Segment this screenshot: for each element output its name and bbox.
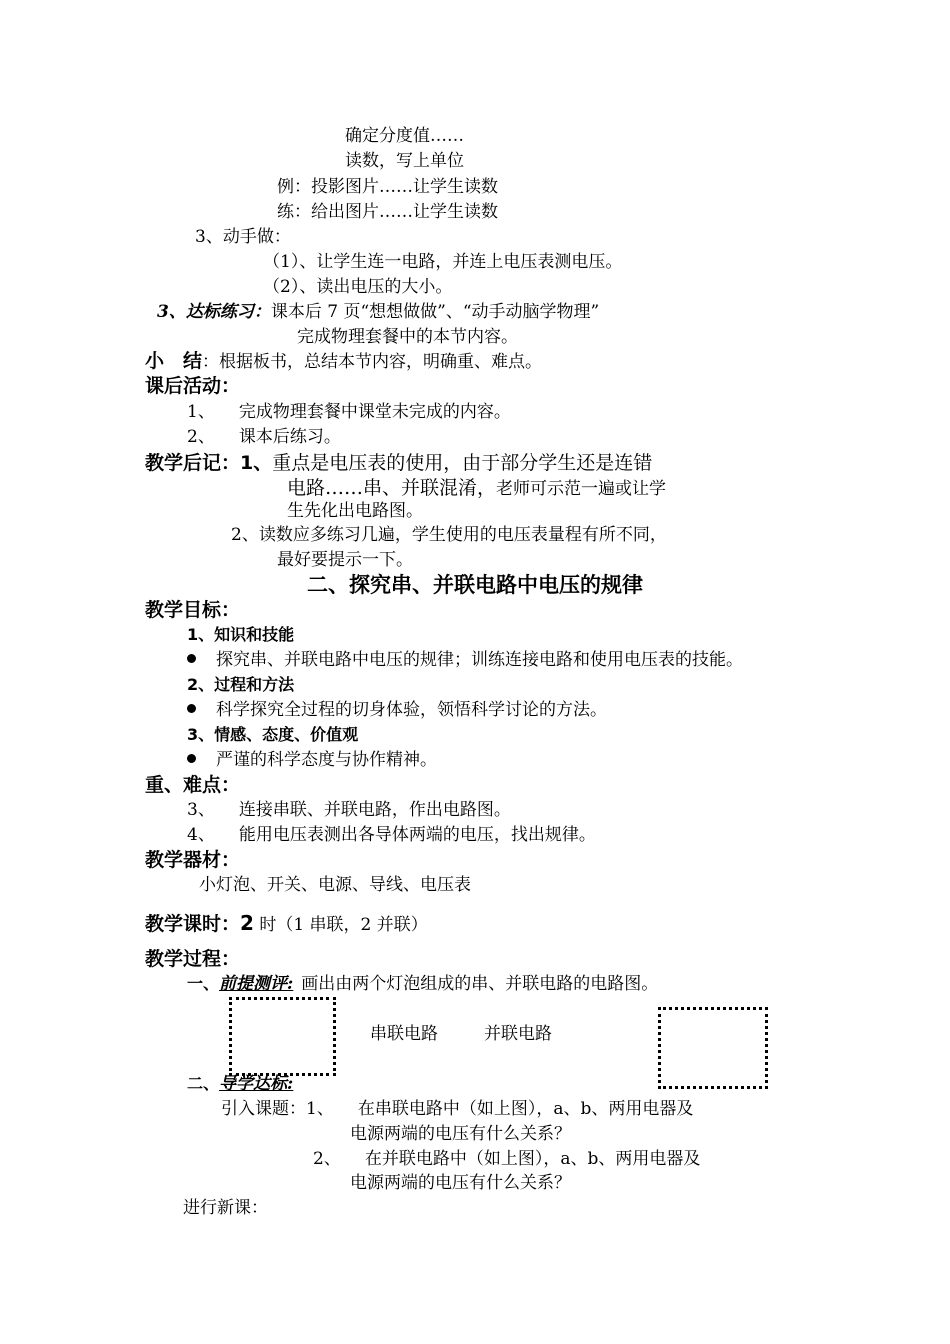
intro-label: 引入课题： — [221, 1099, 306, 1119]
list-number: 4、 — [187, 825, 215, 845]
equipment-text: 小灯泡、开关、电源、导线、电压表 — [199, 875, 471, 895]
list-item — [187, 799, 511, 821]
list-item — [187, 401, 511, 423]
question-text: 在并联电路中（如上图），a、b、两用电器及 — [364, 1149, 701, 1169]
objectives-heading: 教学目标： — [145, 599, 241, 621]
series-circuit-label: 串联电路 — [370, 1024, 438, 1044]
hours-number: 2 — [240, 911, 254, 935]
postscript-text: 重点是电压表的使用，由于部分学生还是连错 — [272, 452, 653, 474]
list-number: 2、 — [187, 427, 215, 447]
hours-line — [145, 910, 428, 938]
text-line: 确定分度值…… — [345, 126, 464, 146]
list-number: 1、 — [187, 402, 215, 422]
circuit-labels — [370, 1023, 552, 1045]
list-item — [187, 426, 341, 448]
list-text: 课本后练习。 — [238, 427, 341, 447]
objective-bullet — [187, 649, 743, 671]
bullet-icon — [187, 754, 196, 763]
step-label: 前提测评: — [219, 974, 294, 994]
question-line: 电源两端的电压有什么关系？ — [350, 1173, 571, 1193]
process-step — [187, 1073, 293, 1095]
objective-subheading: 1、知识和技能 — [187, 625, 295, 644]
hours-text: 时（1 串联，2 并联） — [253, 915, 428, 935]
list-number: 3、 — [187, 800, 215, 820]
summary-label: 小 结 — [145, 350, 203, 372]
bullet-text: 科学探究全过程的切身体验，领悟科学讨论的方法。 — [216, 700, 607, 720]
bullet-text: 探究串、并联电路中电压的规律；训练连接电路和使用电压表的技能。 — [216, 650, 743, 670]
question-number: 2、 — [313, 1149, 341, 1169]
summary-line — [145, 350, 542, 373]
question-line — [313, 1148, 700, 1170]
postscript-heading: 教学后记：1、 — [145, 452, 273, 474]
parallel-circuit-drawing-box — [658, 1007, 768, 1089]
key-points-heading: 重、难点： — [145, 774, 241, 796]
list-text: 连接串联、并联电路，作出电路图。 — [238, 800, 511, 820]
postscript-text: 电路……串、并联混淆， — [287, 477, 497, 499]
text-line — [157, 301, 599, 323]
objective-subheading: 2、过程和方法 — [187, 675, 295, 694]
text-line: 例：投影图片……让学生读数 — [277, 177, 498, 197]
section-title: 二、探究串、并联电路中电压的规律 — [307, 573, 643, 597]
objective-subheading: 3、情感、态度、价值观 — [187, 725, 359, 744]
list-text: 完成物理套餐中课堂未完成的内容。 — [238, 402, 511, 422]
postscript-text: 老师可示范一遍或让学 — [496, 479, 667, 499]
step-label: 导学达标: — [219, 1074, 294, 1094]
step-number: 二、 — [187, 1074, 220, 1093]
objective-bullet — [187, 749, 437, 771]
question-line — [221, 1098, 693, 1120]
bullet-icon — [187, 704, 196, 713]
hours-heading: 教学课时： — [145, 913, 241, 935]
question-line: 电源两端的电压有什么关系？ — [350, 1124, 571, 1144]
new-lesson-label: 进行新课： — [183, 1198, 268, 1218]
text-line: （1）、让学生连一电路，并连上电压表测电压。 — [263, 252, 623, 272]
bullet-text: 严谨的科学态度与协作精神。 — [216, 750, 437, 770]
series-circuit-drawing-box — [229, 997, 336, 1076]
bullet-icon — [187, 654, 196, 663]
practice-label: 3、达标练习： — [157, 302, 271, 322]
list-text: 能用电压表测出各导体两端的电压，找出规律。 — [238, 825, 596, 845]
practice-text: 课本后 7 页“想想做做”、“动手动脑学物理” — [270, 302, 600, 322]
text-line: （2）、读出电压的大小。 — [263, 277, 453, 297]
postscript-line: 2、读数应多练习几遍，学生使用的电压表量程有所不同， — [231, 525, 667, 545]
text-line: 3、动手做： — [195, 227, 291, 247]
list-item — [187, 824, 596, 846]
step-number: 一、 — [187, 974, 220, 993]
step-text: 画出由两个灯泡组成的串、并联电路的电路图。 — [301, 974, 659, 994]
equipment-heading: 教学器材： — [145, 849, 241, 871]
text-line: 完成物理套餐中的本节内容。 — [297, 327, 518, 347]
summary-text: ：根据板书，总结本节内容，明确重、难点。 — [202, 352, 543, 372]
postscript-line — [145, 450, 652, 477]
parallel-circuit-label: 并联电路 — [484, 1024, 552, 1044]
text-line: 练：给出图片……让学生读数 — [277, 202, 498, 222]
question-text: 在串联电路中（如上图），a、b、两用电器及 — [357, 1099, 694, 1119]
postscript-line: 生先化出电路图。 — [287, 501, 423, 521]
objective-bullet — [187, 699, 607, 721]
text-line: 读数，写上单位 — [345, 151, 464, 171]
process-step — [187, 973, 658, 995]
after-class-heading: 课后活动： — [145, 375, 241, 397]
postscript-line: 最好要提示一下。 — [277, 550, 413, 570]
question-number: 1、 — [306, 1099, 334, 1119]
process-heading: 教学过程： — [145, 948, 241, 970]
postscript-line — [287, 476, 666, 501]
